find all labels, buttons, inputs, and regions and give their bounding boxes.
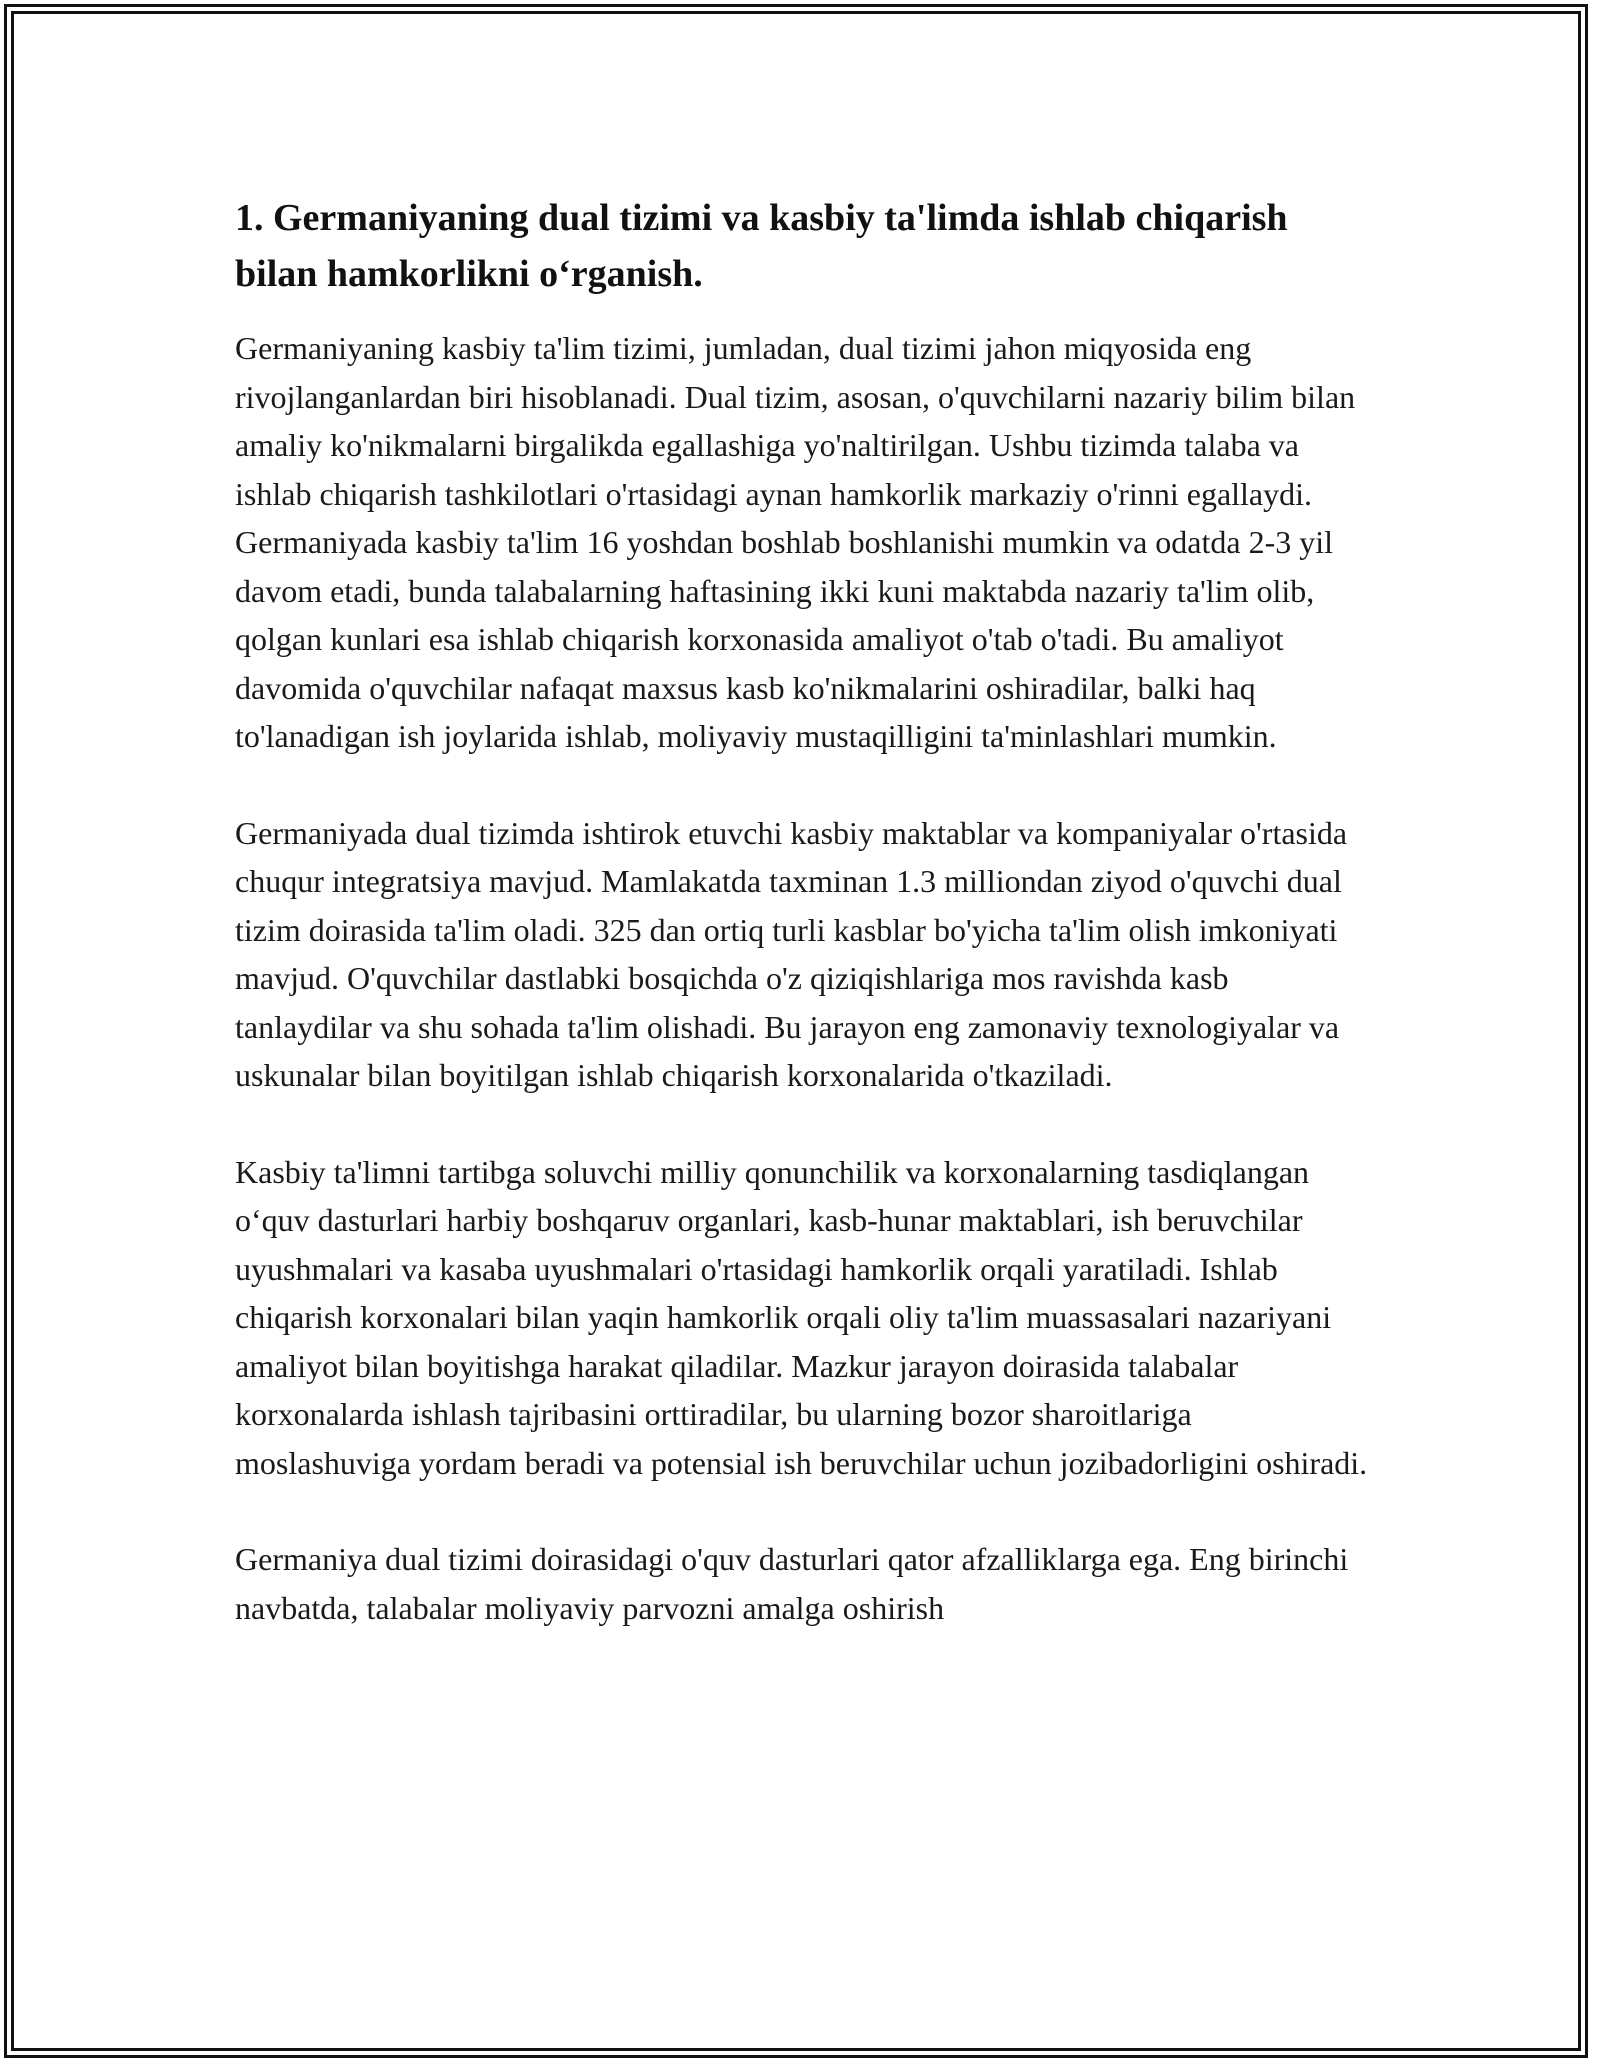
document-body [235, 190, 1370, 1680]
paragraph-3: Kasbiy ta'limni tartibga soluvchi milliy qonunchilik va korxonalarning tasdiqlangan o‘quv dasturlari harbiy boshqaruv organlari, kasb-hunar maktablari, ish beruvchilar uyushmalari va kasaba uyushmalari o'rtasidagi hamkorlik orqali yaratiladi. Ishlab chiqarish korxonalari bilan yaqin hamkorlik orqali oliy ta'lim muassasalari nazariyani amaliyot bilan boyitishga harakat qiladilar. Mazkur jarayon doirasida talabalar korxonalarda ishlash tajribasini orttiradilar, bu ularning bozor sharoitlariga moslashuviga yordam beradi va potensial ish beruvchilar uchun jozibadorligini oshiradi. [235, 1153, 1368, 1481]
paragraph-4: Germaniya dual tizimi doirasidagi o'quv dasturlari qator afzalliklarga ega. Eng birinchi navbatda, talabalar moliyaviy parvozni amalga oshirish [235, 1541, 1349, 1626]
section-heading: 1. Germaniyaning dual tizimi va kasbiy ta'limda ishlab chiqarish bilan hamkorlikni o‘rganish. [235, 197, 1288, 295]
paragraph-2: Germaniyada dual tizimda ishtirok etuvchi kasbiy maktablar va kompaniyalar o'rtasida chuqur integratsiya mavjud. Mamlakatda taxminan 1.3 milliondan ziyod o'quvchi dual tizim doirasida ta'lim oladi. 325 dan ortiq turli kasblar bo'yicha ta'lim olish imkoniyati mavjud. O'quvchilar dastlabki bosqichda o'z qiziqishlariga mos ravishda kasb tanlaydilar va shu sohada ta'lim olishadi. Bu jarayon eng zamonaviy texnologiyalar va uskunalar bilan boyitilgan ishlab chiqarish korxonalarida o'tkaziladi. [235, 814, 1348, 1093]
paragraph-1: Germaniyaning kasbiy ta'lim tizimi, jumladan, dual tizimi jahon miqyosida eng rivojlanganlardan biri hisoblanadi. Dual tizim, asosan, o'quvchilarni nazariy bilim bilan amaliy ko'nikmalarni birgalikda egallashiga yo'naltirilgan. Ushbu tizimda talaba va ishlab chiqarish tashkilotlari o'rtasidagi aynan hamkorlik markaziy o'rinni egallaydi. Germaniyada kasbiy ta'lim 16 yoshdan boshlab boshlanishi mumkin va odatda 2-3 yil davom etadi, bunda talabalarning haftasining ikki kuni maktabda nazariy ta'lim olib, qolgan kunlari esa ishlab chiqarish korxonasida amaliyot o'tab o'tadi. Bu amaliyot davomida o'quvchilar nafaqat maxsus kasb ko'nikmalarini oshiradilar, balki haq to'lanadigan ish joylarida ishlab, moliyaviy mustaqilligini ta'minlashlari mumkin. [235, 330, 1356, 754]
